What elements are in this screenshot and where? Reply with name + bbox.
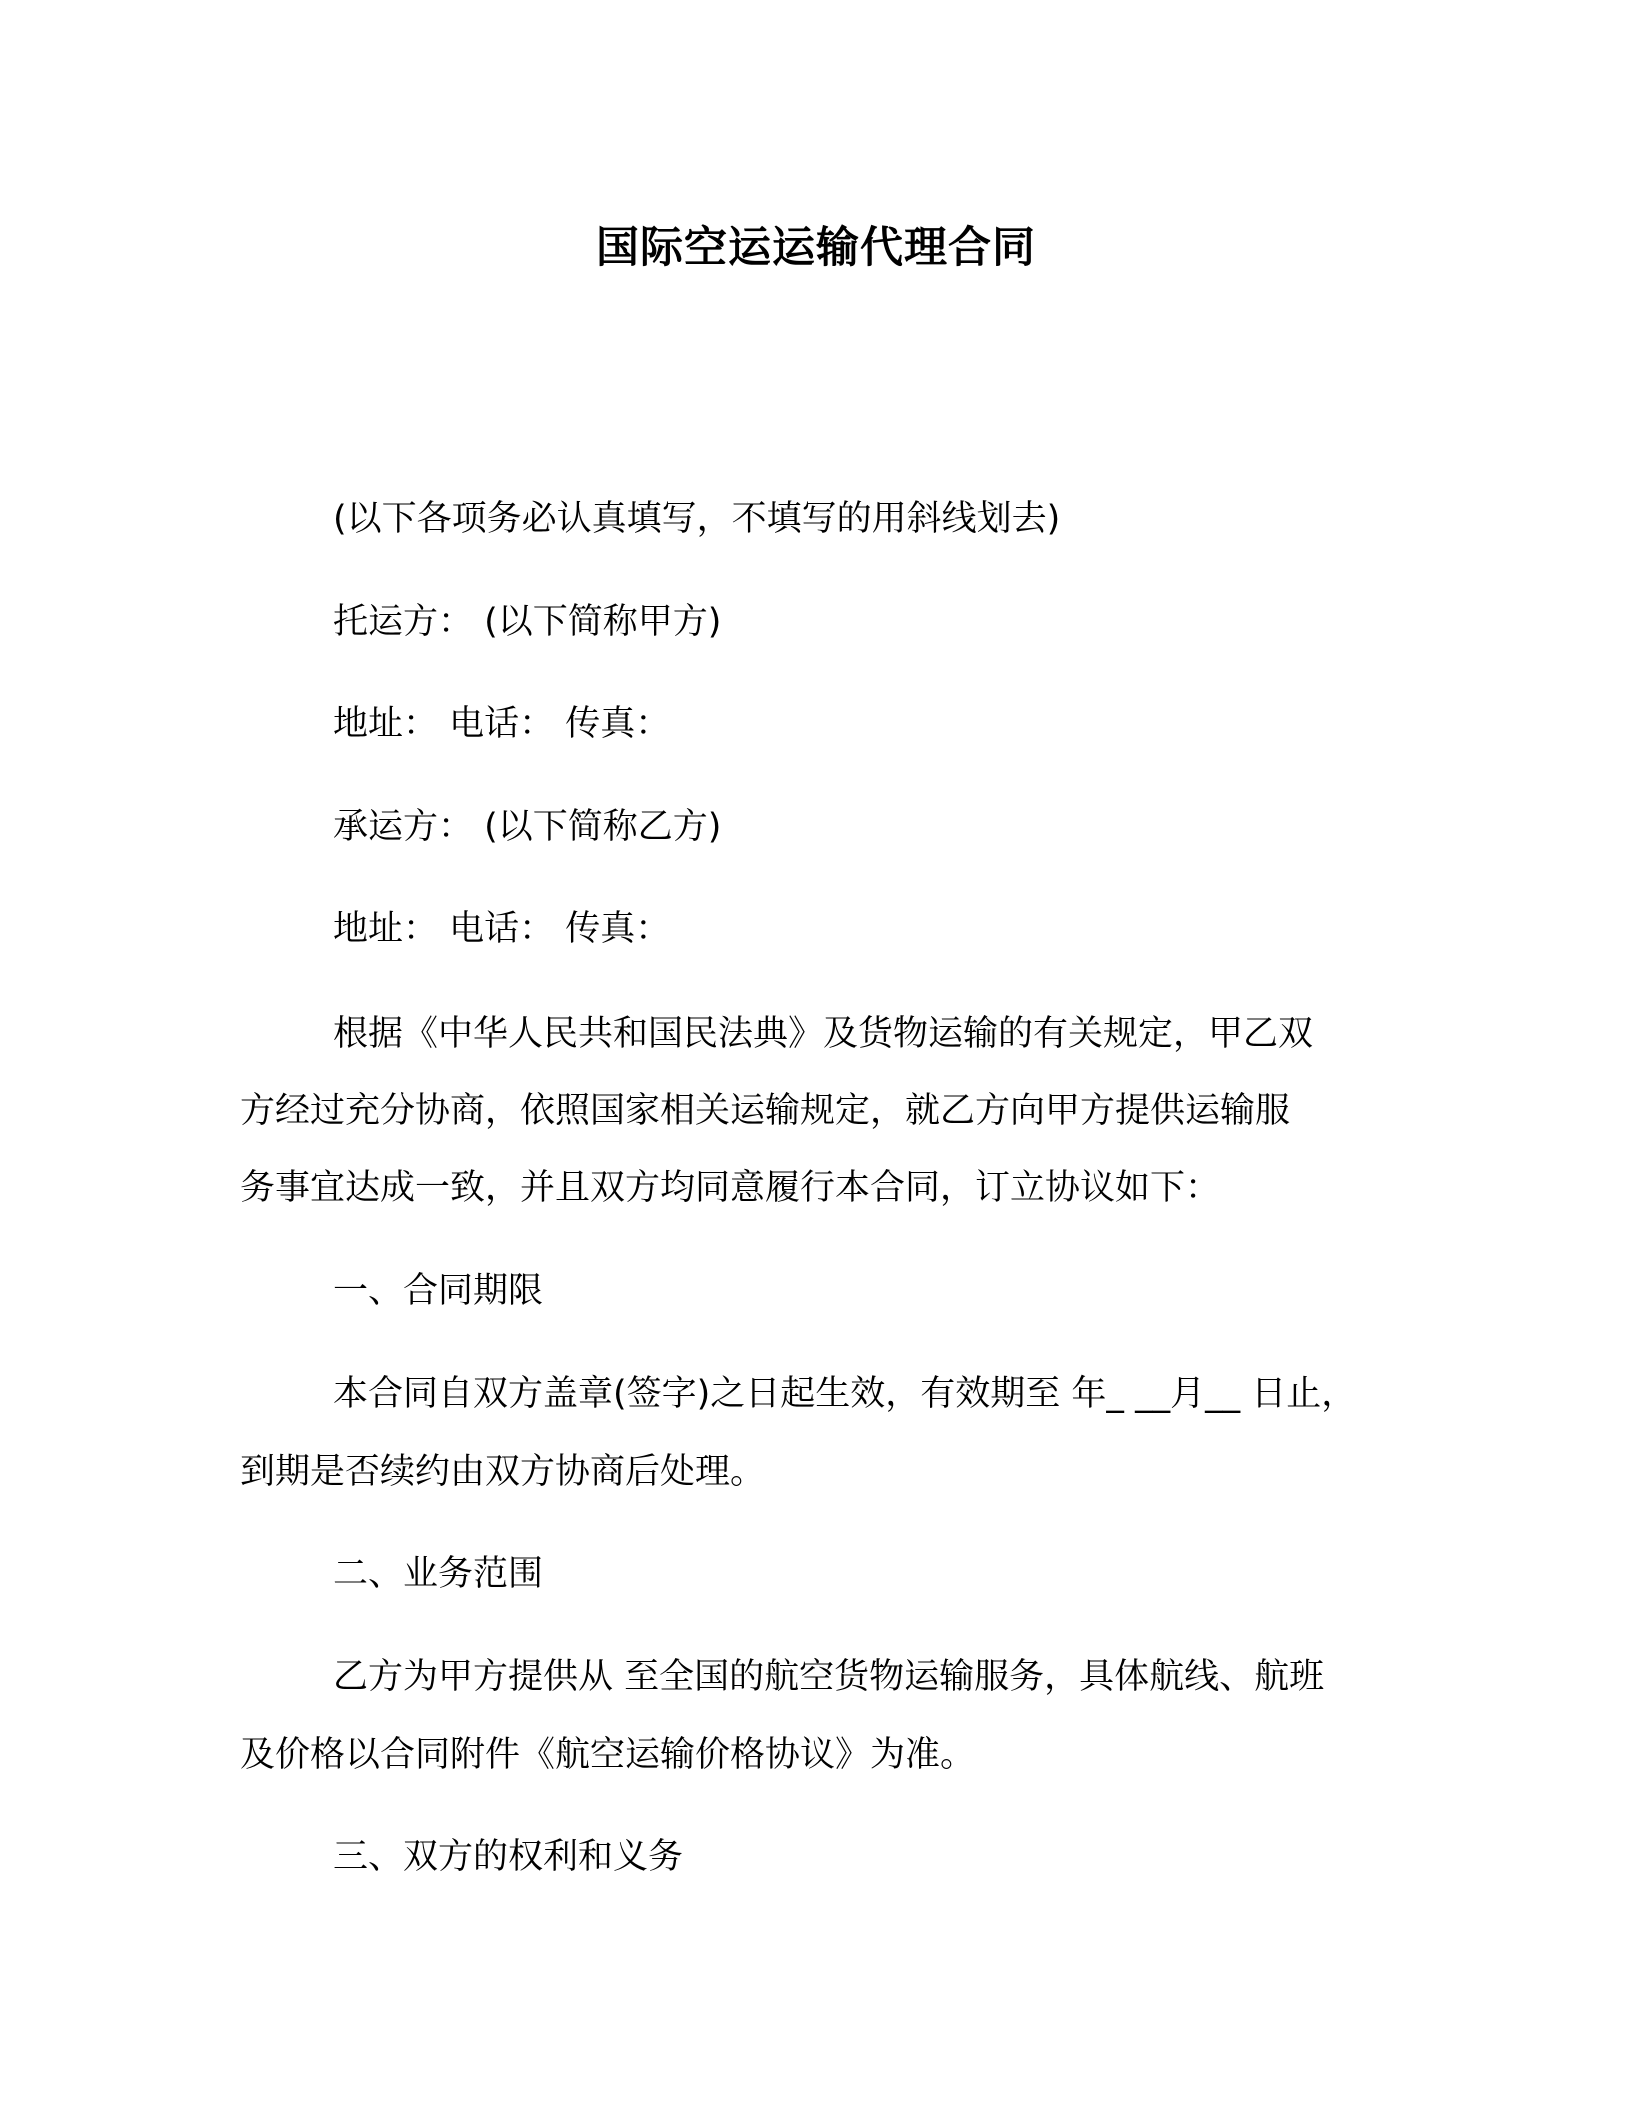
section-heading-rights: 三、双方的权利和义务	[333, 1837, 684, 1877]
shipper-line: 托运方： (以下简称甲方)	[333, 602, 722, 642]
section-term-body-line-2: 到期是否续约由双方协商后处理。	[240, 1452, 766, 1492]
section-heading-scope: 二、业务范围	[333, 1554, 544, 1594]
fill-instruction-note: (以下各项务必认真填写，不填写的用斜线划去)	[333, 499, 1061, 539]
shipper-contact-line: 地址： 电话： 传真：	[333, 704, 671, 744]
section-term-body-line-1: 本合同自双方盖章(签字)之日起生效，有效期至 年_ __月__ 日止，	[333, 1374, 1357, 1414]
preamble-line-3: 务事宜达成一致，并且双方均同意履行本合同，订立协议如下：	[240, 1168, 1221, 1208]
section-scope-body-line-1: 乙方为甲方提供从 至全国的航空货物运输服务，具体航线、航班	[333, 1657, 1325, 1697]
carrier-line: 承运方： (以下简称乙方)	[333, 807, 722, 847]
carrier-contact-line: 地址： 电话： 传真：	[333, 909, 671, 949]
preamble-line-2: 方经过充分协商，依照国家相关运输规定，就乙方向甲方提供运输服	[240, 1091, 1291, 1131]
section-scope-body-line-2: 及价格以合同附件《航空运输价格协议》为准。	[240, 1735, 976, 1775]
preamble-line-1: 根据《中华人民共和国民法典》及货物运输的有关规定，甲乙双	[333, 1014, 1314, 1054]
section-heading-term: 一、合同期限	[333, 1271, 544, 1311]
document-title: 国际空运运输代理合同	[596, 223, 1036, 273]
